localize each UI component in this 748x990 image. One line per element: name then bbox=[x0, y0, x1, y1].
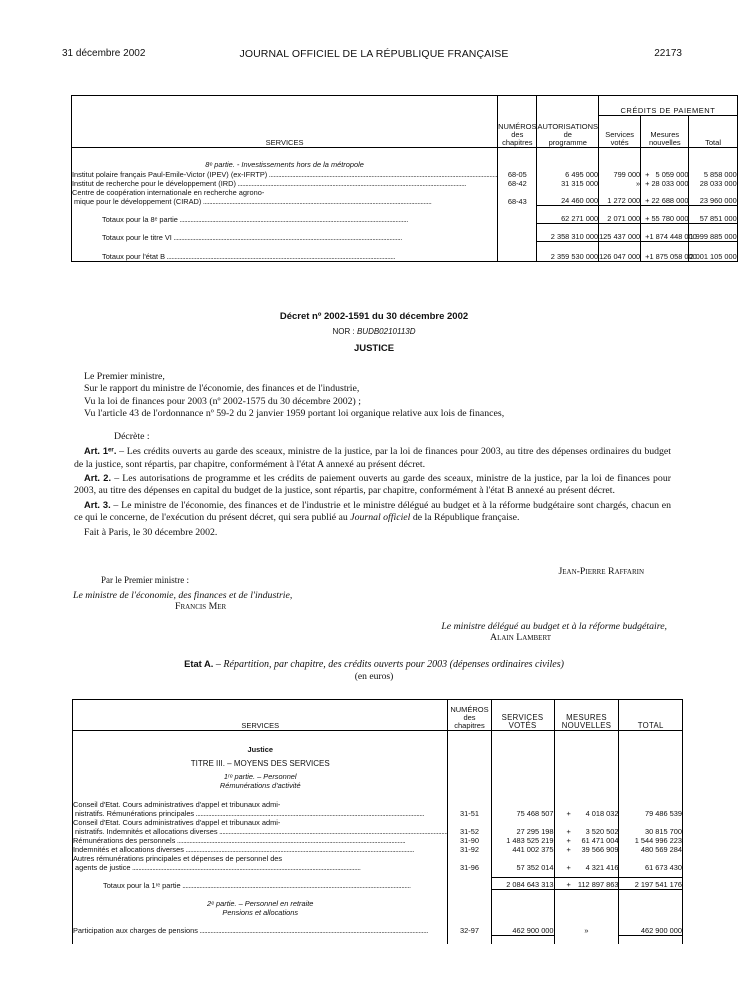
header-numeros: NUMÉROS des chapitres bbox=[448, 700, 491, 731]
header-services-votes: Services votés bbox=[599, 116, 641, 148]
etat-a-title: Etat A. – Répartition, par chapitre, des crédits ouverts pour 2003 (dépenses ordinaires civiles) bbox=[184, 658, 564, 670]
minister2-name: Alain Lambert bbox=[490, 632, 551, 643]
decrete: Décrète : bbox=[114, 431, 150, 443]
credits-table-etat-a bbox=[72, 699, 683, 944]
table-row: Indemnités et allocations diverses ..... 31-92 441 002 375 + 39 566 909 480 569 284 bbox=[73, 845, 683, 854]
table-row: Conseil d'Etat. Cours administratives d'appel et tribunaux admi- nistratifs. Rémunérations principales ..... 31-51 75 468 507 + 4 018 032 79 486 539 bbox=[73, 800, 683, 818]
header-date: 31 décembre 2002 bbox=[62, 48, 146, 59]
part1-subtitle: Rémunérations d'activité bbox=[219, 780, 301, 790]
table-row: Institut de recherche pour le développement (IRD) ..... 68-42 31 315 000 » + 28 033 000 28 033 000 bbox=[72, 179, 738, 188]
titre-label: TITRE III. – MOYENS DES SERVICES bbox=[190, 758, 330, 768]
header-services-votes: SERVICES VOTÉS bbox=[491, 700, 554, 731]
header-services: SERVICES bbox=[73, 700, 448, 731]
part2-subtitle: Pensions et allocations bbox=[222, 907, 299, 917]
header-credits-paiement: CRÉDITS DE PAIEMENT bbox=[599, 96, 738, 116]
table-row: Rémunérations des personnels ..... 31-90 1 483 525 219 + 61 471 004 1 544 996 223 bbox=[73, 836, 683, 845]
ministry-heading: JUSTICE bbox=[353, 343, 395, 354]
decree-body bbox=[74, 371, 671, 540]
signatory-prime-minister: Jean-Pierre Raffarin bbox=[558, 566, 644, 577]
total-row: Totaux pour le titre VI ..... 2 358 310 000 125 437 000 + 1 874 448 000 1 999 885 000 bbox=[72, 224, 738, 242]
total-row: Totaux pour la 8ᵉ partie ..... 62 271 000 2 071 000 + 55 780 000 57 851 000 bbox=[72, 206, 738, 224]
visa-line: Vu l'article 43 de l'ordonnance nº 59-2 du 2 janvier 1959 portant loi organique relative aux lois de finances, bbox=[84, 407, 505, 419]
ministry-label: Justice bbox=[247, 744, 273, 754]
visa-line: Vu la loi de finances pour 2003 (nº 2002-1575 du 30 décembre 2002) ; bbox=[84, 395, 361, 407]
unit-label: (en euros) bbox=[354, 671, 394, 682]
minister1-name: Francis Mer bbox=[175, 601, 227, 612]
header-total: TOTAL bbox=[619, 700, 683, 731]
article-1: Art. 1ᵉʳ. – Les crédits ouverts au garde des sceaux, ministre de la justice, par la loi de finances pour 2003, au titre des dépenses ordinaires du budget de la justice, sont répartis, par chapitre, conformément à l'état A annexé au présent décret. bbox=[74, 446, 671, 470]
part2-title: 2ᵉ partie. – Personnel en retraite bbox=[207, 898, 314, 908]
table-row: Conseil d'Etat. Cours administratives d'appel et tribunaux admi- nistratifs. Indemnités et allocations diverses ..... 31-52 27 295 198 + 3 520 502 30 815 700 bbox=[73, 818, 683, 836]
decree-intro: Le Premier ministre, bbox=[84, 371, 165, 382]
header-numeros: NUMÉROS des chapitres bbox=[498, 96, 537, 148]
par-le-premier-ministre: Par le Premier ministre : bbox=[101, 575, 189, 585]
article-2: Art. 2. – Les autorisations de programme et les crédits de paiement ouverts au garde des sceaux, ministre de la justice, par la loi de finances pour 2003, au titre des dépenses en capital du budget de la justice, sont répartis, par chapitre, conformément à l'état B annexé au présent décret. bbox=[74, 473, 671, 497]
fait-a-paris: Fait à Paris, le 30 décembre 2002. bbox=[84, 527, 218, 539]
table-row: Centre de coopération internationale en recherche agrono- mique pour le développement (CIRAD) ..... 68-43 24 460 000 1 272 000 + 22 688 000 23 960 000 bbox=[72, 188, 738, 206]
article-3: Art. 3. – Le ministre de l'économie, des finances et de l'industrie et le ministre délégué au budget et à la réforme budgétaire sont chargés, chacun en ce qui le concerne, de l'exécution du présent décret, qui sera publié au Journal officiel de la République française. bbox=[74, 499, 671, 523]
table-row: Institut polaire français Paul-Emile-Victor (IPEV) (ex-IFRTP) ..... 68-05 6 495 000 799 000 + 5 059 000 5 858 000 bbox=[72, 170, 738, 179]
header-total: Total bbox=[689, 116, 737, 148]
minister2-title: Le ministre délégué au budget et à la réforme budgétaire, bbox=[441, 621, 667, 632]
header-autorisations: AUTORISATIONS de programme bbox=[537, 96, 599, 148]
header-mesures-nouvelles: Mesures nouvelles bbox=[641, 116, 689, 148]
total-row: Totaux pour l'état B ..... 2 359 530 000 126 047 000 + 1 875 058 000 2 001 105 000 bbox=[72, 242, 738, 262]
minister1-title: Le ministre de l'économie, des finances et de l'industrie, bbox=[73, 590, 293, 601]
credits-table-etat-b bbox=[71, 95, 738, 262]
part1-title: 1ʳᵉ partie. – Personnel bbox=[223, 771, 297, 781]
header-services: SERVICES bbox=[72, 96, 498, 148]
header-mesures-nouvelles: MESURES NOUVELLES bbox=[554, 700, 619, 731]
total-row: Totaux pour la 1ʳᵉ partie ..... 2 084 643 313 + 112 897 863 2 197 541 176 bbox=[73, 878, 683, 890]
table-row: Participation aux charges de pensions ..... 32-97 462 900 000 » 462 900 000 bbox=[73, 926, 683, 936]
nor-reference: NOR : BUDB0210113D bbox=[332, 327, 416, 336]
page-number: 22173 bbox=[654, 48, 682, 59]
visa-line: Sur le rapport du ministre de l'économie, des finances et de l'industrie, bbox=[84, 383, 360, 395]
decree-title: Décret nº 2002-1591 du 30 décembre 2002 bbox=[279, 311, 469, 322]
journal-title: JOURNAL OFFICIEL DE LA RÉPUBLIQUE FRANÇAISE bbox=[239, 48, 509, 60]
table-row: Autres rémunérations principales et dépenses de personnel des agents de justice ..... 31-96 57 352 014 + 4 321 416 61 673 430 bbox=[73, 854, 683, 872]
section-title: 8ᵉ partie. - Investissements hors de la métropole bbox=[205, 159, 364, 169]
